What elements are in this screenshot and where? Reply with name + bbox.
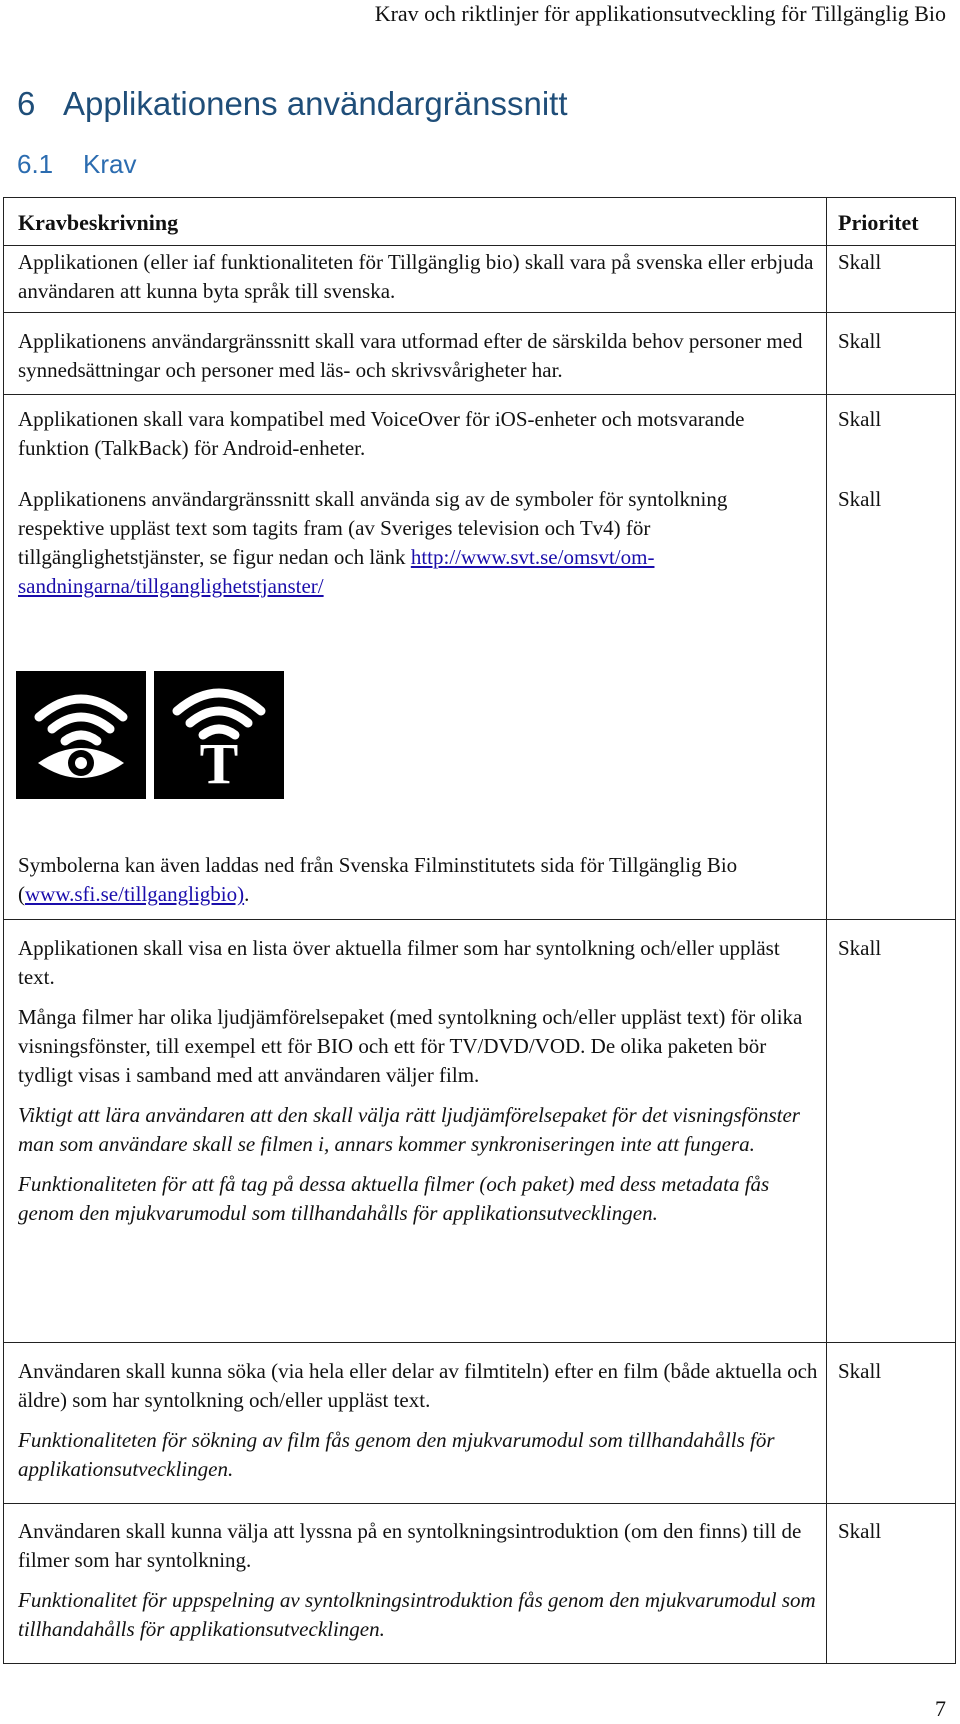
page-number: 7 xyxy=(935,1696,946,1721)
requirement-note: Funktionaliteten för sökning av film fås genom den mjukvarumodul som tillhandahålls för applikationsutvecklingen. xyxy=(18,1428,775,1481)
requirement-note: Funktionalitet för uppspelning av syntolkningsintroduktion fås genom den mjukvarumodul som tillhandahålls för applikationsutvecklingen. xyxy=(18,1588,816,1641)
requirement-text: Applikationens användargränssnitt skall vara utformad efter de särskilda behov personer med synnedsättningar och personer med läs- och skrivsvårigheter har. xyxy=(18,329,803,382)
running-header: Krav och riktlinjer för applikationsutveckling för Tillgänglig Bio xyxy=(374,1,946,26)
text-t-icon xyxy=(154,671,284,799)
svt-link[interactable]: http://www.svt.se/omsvt/om-sandningarna/tillganglighetstjanster/ xyxy=(18,545,655,598)
table-row xyxy=(18,1517,818,1655)
section-title: Krav xyxy=(83,149,137,179)
symbol-letter: T xyxy=(199,731,239,796)
eye-icon xyxy=(16,671,146,799)
column-divider xyxy=(826,198,827,1663)
audio-description-symbol xyxy=(16,671,146,799)
priority-value: Skall xyxy=(838,250,882,274)
section-heading xyxy=(17,148,136,180)
note-text-end: . xyxy=(244,882,250,906)
requirement-text: Applikationen skall vara kompatibel med VoiceOver för iOS-enheter och motsvarande funktion (TalkBack) för Android-enheter. xyxy=(18,407,745,460)
row-divider xyxy=(4,312,955,313)
spoken-subtitles-symbol xyxy=(154,671,284,799)
row-divider xyxy=(4,245,955,246)
row-divider xyxy=(4,394,955,395)
requirement-note: Funktionaliteten för att få tag på dessa aktuella filmer (och paket) med dess metadata fås genom den mjukvarumodul som tillhandahålls för applikationsutvecklingen. xyxy=(18,1172,770,1225)
priority-value: Skall xyxy=(838,487,882,511)
requirement-text: Applikationen skall visa en lista över aktuella filmer som har syntolkning och/eller uppläst text. xyxy=(18,936,780,989)
requirement-text: Applikationen (eller iaf funktionaliteten för Tillgänglig bio) skall vara på svenska eller erbjuda användaren att kunna byta språk till svenska. xyxy=(18,250,814,303)
symbol-note xyxy=(18,851,818,920)
priority-value: Skall xyxy=(838,1519,882,1543)
priority-value: Skall xyxy=(838,936,882,960)
row-divider xyxy=(4,919,955,920)
table-row xyxy=(18,1357,818,1495)
requirement-note: Viktigt att lära användaren att den skall välja rätt ljudjämförelsepaket för det visningsfönster man som användare skall se filmen i, annars kommer synkroniseringen inte att fungera. xyxy=(18,1103,800,1156)
note-text: Symbolerna kan även laddas ned från Svenska Filminstitutets sida för Tillgänglig Bio ( xyxy=(18,853,738,906)
column-header-priority: Prioritet xyxy=(838,210,919,235)
requirement-text: Användaren skall kunna söka (via hela eller delar av filmtiteln) efter en film (både aktuella och äldre) som har syntolkning och/eller uppläst text. xyxy=(18,1359,818,1412)
priority-value: Skall xyxy=(838,407,882,431)
table-row xyxy=(18,405,818,474)
chapter-title: Applikationens användargränssnitt xyxy=(63,85,568,122)
chapter-number: 6 xyxy=(17,85,36,122)
row-divider xyxy=(4,1342,955,1343)
chapter-heading xyxy=(17,84,568,124)
row-divider xyxy=(4,1503,955,1504)
column-header-description: Kravbeskrivning xyxy=(18,210,179,235)
table-row xyxy=(18,248,818,317)
section-number: 6.1 xyxy=(17,149,54,179)
priority-value: Skall xyxy=(838,1359,882,1383)
requirement-detail: Många filmer har olika ljudjämförelsepaket (med syntolkning och/eller uppläst text) för olika visningsfönster, till exempel ett för BIO och ett för TV/DVD/VOD. De olika paketen bör tydligt visas i samband med att användaren väljer film. xyxy=(18,1005,803,1087)
table-row xyxy=(18,327,818,396)
requirement-text: Användaren skall kunna välja att lyssna på en syntolkningsintroduktion (om den finns) till de filmer som har syntolkning. xyxy=(18,1519,802,1572)
table-row xyxy=(18,934,818,1239)
requirement-text: Applikationens användargränssnitt skall använda sig av de symboler för syntolkning respektive uppläst text som tagits fram (av Sveriges television och Tv4) för tillgänglighetstjänster, se figur nedan och länk xyxy=(18,487,728,569)
table-row xyxy=(18,485,818,607)
sfi-link[interactable]: www.sfi.se/tillgangligbio) xyxy=(25,882,245,906)
priority-value: Skall xyxy=(838,329,882,353)
requirements-table xyxy=(3,197,956,1664)
